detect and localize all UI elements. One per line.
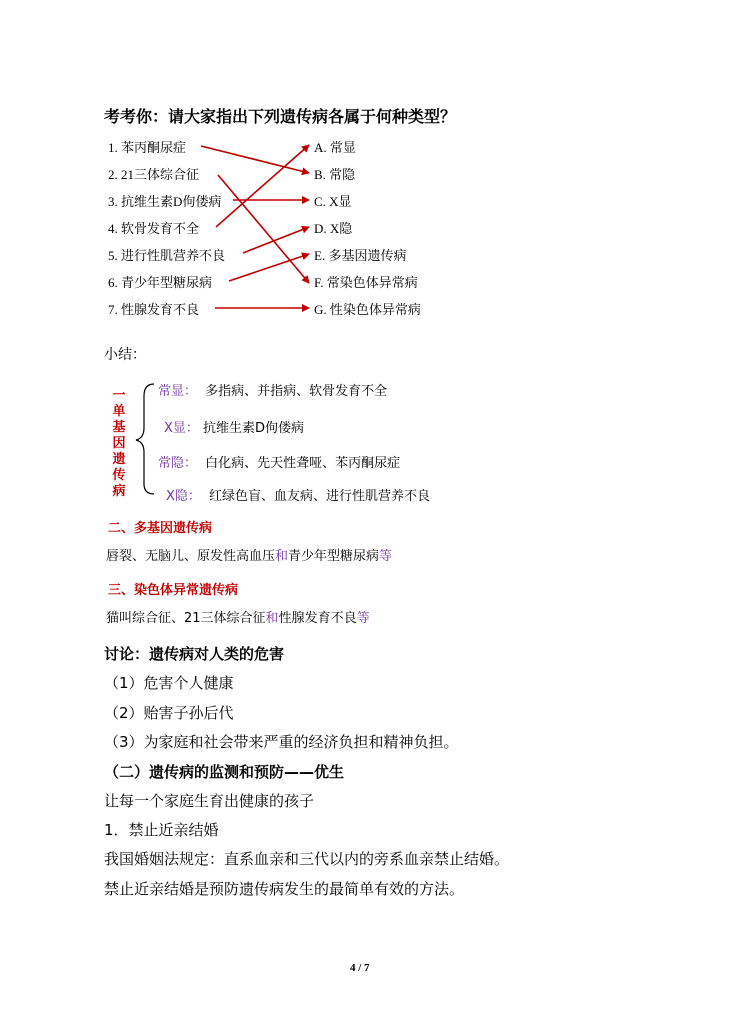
- ad-diseases: 多指病、并指病、软骨发育不全: [205, 384, 388, 399]
- ad-label: 常显：: [158, 384, 198, 399]
- arrow-6-to-e: [229, 254, 309, 281]
- polygenic-and: 和: [275, 549, 289, 564]
- xr-diseases: 红绿色盲、血友病、进行性肌营养不良: [209, 489, 431, 504]
- chromosomal-examples-a: 猫叫综合征、21三体综合征: [106, 611, 266, 626]
- polygenic-heading: 二、多基因遗传病: [108, 521, 213, 536]
- disease-item-2: 2. 21三体综合征: [108, 167, 200, 182]
- marriage-law-text: 我国婚姻法规定：直系血亲和三代以内的旁系血亲禁止结婚。: [104, 850, 510, 868]
- xr-label: X隐：: [166, 489, 201, 504]
- type-item-g: G. 性染色体异常病: [314, 302, 421, 317]
- arrow-5-to-d: [243, 227, 309, 253]
- disease-item-6: 6. 青少年型糖尿病: [108, 275, 213, 290]
- chromosomal-etc: 等: [356, 611, 370, 626]
- disease-item-7: 7. 性腺发育不良: [108, 302, 200, 317]
- type-item-b: B. 常隐: [314, 167, 356, 182]
- disease-item-1: 1. 苯丙酮尿症: [108, 140, 187, 155]
- type-item-a: A. 常显: [314, 140, 356, 155]
- type-item-c: C. X显: [314, 194, 352, 209]
- single-gene-vertical-label: 一单基因遗传病: [112, 388, 126, 499]
- section2-intro: 让每一个家庭生育出健康的孩子: [104, 792, 315, 810]
- discussion-item-1: （1）危害个人健康: [104, 674, 234, 692]
- xd-diseases: 抗维生素D佝偻病: [203, 421, 305, 436]
- single-gene-brace: [136, 384, 154, 494]
- disease-item-3: 3. 抗维生素D佝偻病: [108, 194, 222, 209]
- ad-row: [158, 380, 387, 399]
- discussion-item-2: （2）贻害子孙后代: [104, 704, 234, 722]
- disease-item-5: 5. 进行性肌营养不良: [108, 248, 226, 263]
- polygenic-etc: 等: [379, 549, 393, 564]
- summary-label: 小结：: [104, 347, 146, 363]
- discussion-title: 讨论：遗传病对人类的危害: [104, 645, 285, 663]
- xd-row: [164, 417, 304, 436]
- question-title: 考考你：请大家指出下列遗传病各属于何种类型？: [104, 107, 457, 126]
- type-item-e: E. 多基因遗传病: [314, 248, 407, 263]
- chromosomal-and: 和: [265, 611, 279, 626]
- discussion-item-3: （3）为家庭和社会带来严重的经济负担和精神负担。: [104, 733, 459, 751]
- polygenic-examples-a: 唇裂、无脑儿、原发性高血压: [106, 549, 276, 564]
- ar-diseases: 白化病、先天性聋哑、苯丙酮尿症: [205, 456, 401, 471]
- chromosomal-heading: 三、染色体异常遗传病: [108, 583, 239, 598]
- chromosomal-examples-b: 性腺发育不良: [278, 611, 357, 626]
- xd-label: X显：: [164, 421, 199, 436]
- arrow-4-to-a: [216, 145, 309, 227]
- disease-item-4: 4. 软骨发育不全: [108, 221, 200, 236]
- arrow-2-to-f: [218, 175, 309, 283]
- type-item-f: F. 常染色体异常病: [314, 275, 418, 290]
- section2-title: （二）遗传病的监测和预防——优生: [104, 763, 345, 781]
- prevention-conclusion: 禁止近亲结婚是预防遗传病发生的最简单有效的方法。: [104, 880, 465, 898]
- polygenic-examples: [106, 545, 392, 564]
- xr-row: [166, 485, 430, 504]
- ar-label: 常隐：: [158, 456, 198, 471]
- polygenic-examples-b: 青少年型糖尿病: [288, 549, 380, 564]
- chromosomal-examples: [106, 607, 370, 626]
- type-item-d: D. X隐: [314, 221, 353, 236]
- section2-point1: 1．禁止近亲结婚: [104, 821, 219, 839]
- ar-row: [158, 452, 400, 471]
- page-number: 4 / 7: [350, 962, 370, 974]
